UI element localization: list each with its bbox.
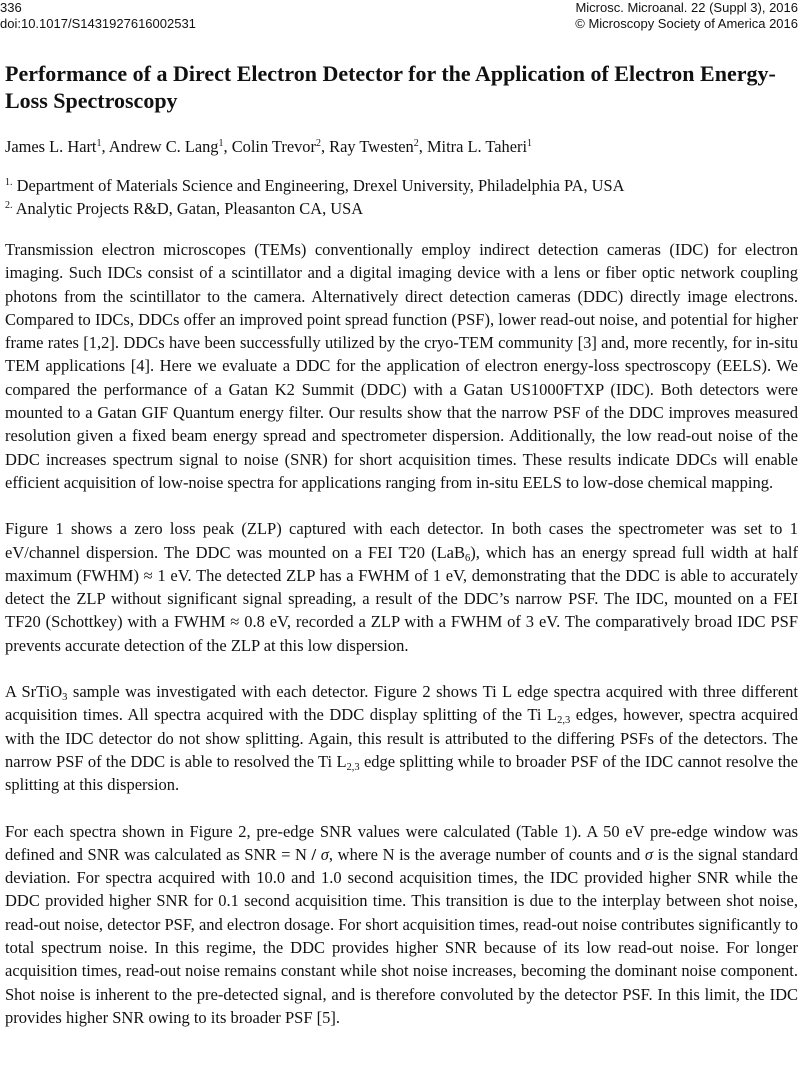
paper-title: Performance of a Direct Electron Detector for the Application of Electron Energy-Loss Spectroscopy [5,61,776,113]
sigma-symbol: σ [316,844,329,864]
text-run: sample was investigated with each detector. Figure 2 shows Ti L edge spectra acquired with three different acquisition times. All spectra acquired with the DDC display splitting of the Ti L [5,682,798,725]
affiliation-number: 1. [5,177,13,188]
affiliation-text: Analytic Projects R&D, Gatan, Pleasanton CA, USA [15,199,364,218]
subscript: 6 [465,552,471,564]
text-run: A SrTiO [5,682,63,702]
doi: doi:10.1017/S1431927616002531 [0,16,196,31]
author-separator: , [101,137,109,156]
sigma-symbol: σ [644,844,654,864]
paragraph-ti-edge [5,680,798,796]
paragraph-introduction: Transmission electron microscopes (TEMs) conventionally employ indirect detection cameras (IDC) for electron imaging. Such IDCs consist of a scintillator and a digital imaging device with a lens or fiber optic network coupling photons from the scintillator to the camera. Alternatively direct detection cameras (DDC) directly image electrons. Compared to IDCs, DDCs offer an improved point spread function (PSF), lower read-out noise, and potential for higher frame rates [1,2]. DDCs have been successfully utilized by the cryo-TEM community [3] and, more recently, for in-situ TEM applications [4]. Here we evaluate a DDC for the application of electron energy-loss spectroscopy (EELS). We compared the performance of a Gatan K2 Summit (DDC) with a Gatan US1000FTXP (IDC). Both detectors were mounted to a Gatan GIF Quantum energy filter. Our results show that the narrow PSF of the DDC improves measured resolution given a fixed beam energy spread and spectrometer dispersion. Additionally, the low read-out noise of the DDC increases spectrum signal to noise (SNR) for short acquisition times. These results indicate DDCs will enable efficient acquisition of low-noise spectra for applications ranging from in-situ EELS to low-dose chemical mapping. [5,240,798,492]
affiliation-marker: 2 [413,138,419,149]
author-list [5,136,798,157]
subscript: 2,3 [557,715,571,727]
author-name: Colin Trevor [231,137,316,156]
affiliation-item [5,197,798,220]
division-symbol: / [311,844,317,864]
author [232,137,329,156]
author-name: Mitra L. Taheri [426,137,528,156]
affiliation-item [5,174,798,197]
author-separator: , [320,137,330,156]
text-run: , where N is the average number of counts and [328,844,645,864]
author [427,137,532,156]
affiliation-marker: 2 [315,138,321,149]
paragraph-zlp [5,517,798,657]
page-number: 336 [0,0,22,15]
affiliation-marker: 1 [218,138,224,149]
header-right [575,0,798,32]
text-run: Figure 1 shows a zero loss peak (ZLP) captured with each detector. In both cases the spectrometer was set to 1 eV/channel dispersion. The DDC was mounted on a FEI T20 (LaB [5,519,798,562]
journal-citation: Microsc. Microanal. 22 (Suppl 3), 2016 [575,0,798,15]
subscript: 3 [62,692,68,704]
copyright-notice: © Microscopy Society of America 2016 [575,16,798,31]
affiliation-number: 2. [5,200,13,211]
author-name: Ray Twesten [329,137,414,156]
affiliation-list [5,174,798,220]
text-run: ), which has an energy spread full width at half maximum (FWHM) ≈ 1 eV. The detected ZLP has a FWHM of 1 eV, demonstrating that the DDC is able to accurately detect the ZLP without significant signal spreading, a result of the DDC’s narrow PSF. The IDC, mounted on a FEI TF20 (Schottkey) with a FWHM ≈ 0.8 eV, recorded a ZLP with a FWHM of 3 eV. The comparatively broad IDC PSF prevents accurate detection of the ZLP at this low dispersion. [5,542,798,655]
text-run: is the signal standard deviation. For spectra acquired with 10.0 and 1.0 second acquisition times, the IDC provided higher SNR while the DDC provided higher SNR for 0.1 second acquisition time. This transition is due to the interplay between shot noise, read-out noise, detector PSF, and electron dosage. For short acquisition times, read-out noise contributes significantly to total spectrum noise. In this regime, the DDC provides higher SNR because of its low read-out noise. For longer acquisition times, read-out noise remains constant while shot noise increases, becoming the dominant noise component. Shot noise is inherent to the pre-detected signal, and is therefore convoluted by the detector PSF. In this limit, the IDC provides higher SNR owing to its broader PSF [5]. [5,844,798,1027]
author [109,137,232,156]
author-name: Andrew C. Lang [108,137,219,156]
author-separator: , [223,137,232,156]
paragraph-snr [5,820,798,1030]
subscript: 2,3 [346,761,360,773]
author [329,137,427,156]
affiliation-marker: 1 [527,138,533,149]
author [5,137,109,156]
article-body [5,60,798,1052]
text-run: For each spectra shown in Figure 2, pre-edge SNR values were calculated (Table 1). A 50 eV pre-edge window was defined and SNR was calculated as SNR = N [5,821,798,864]
text-run: edge splitting while to broader PSF of the IDC cannot resolve the splitting at this dispersion. [5,751,798,795]
author-name: James L. Hart [5,137,97,156]
text-run: edges, however, spectra acquired with the IDC detector do not show splitting. Again, this result is attributed to the differing PSFs of the detectors. The narrow PSF of the DDC is able to resolved the Ti L [5,705,798,771]
header-left [0,0,196,32]
affiliation-text: Department of Materials Science and Engineering, Drexel University, Philadelphia PA, USA [16,176,625,195]
affiliation-marker: 1 [96,138,102,149]
author-separator: , [418,137,427,156]
